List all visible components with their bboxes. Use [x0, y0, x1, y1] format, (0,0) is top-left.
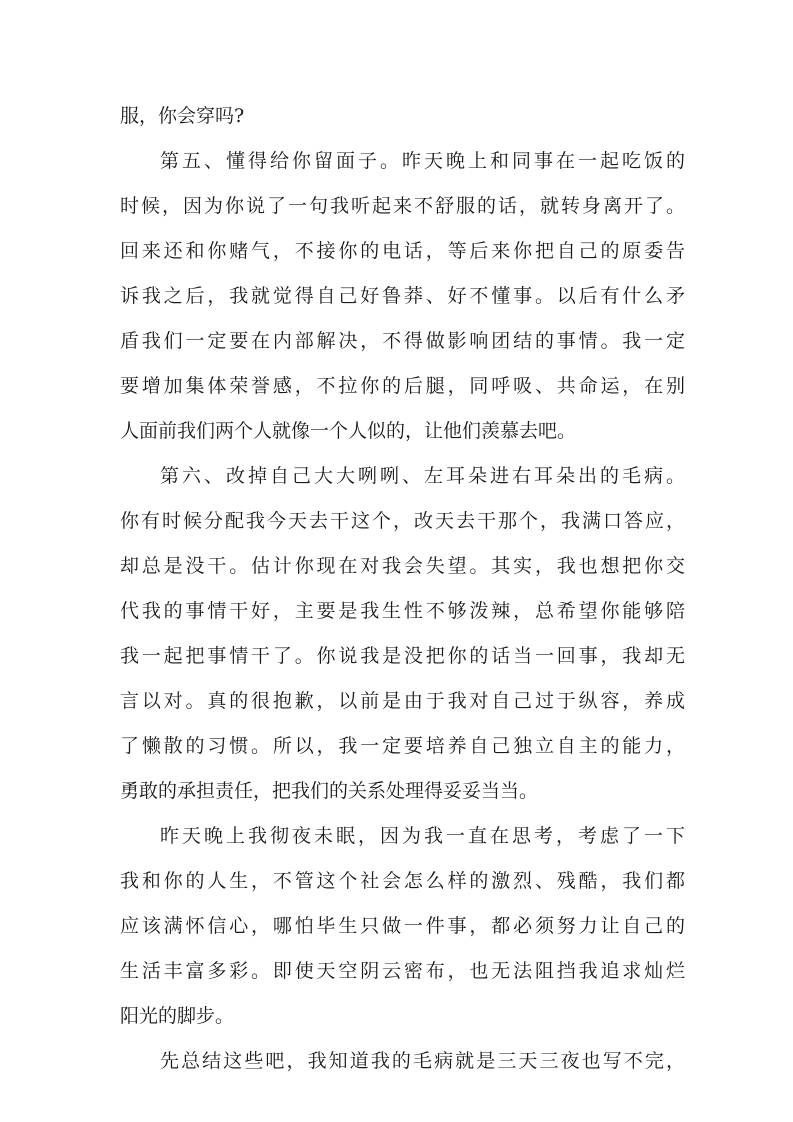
text-line: 先总结这些吧，我知道我的毛病就是三天三夜也写不完， [160, 1050, 685, 1072]
text-line: 我一起把事情干了。你说我是没把你的话当一回事，我却无 [120, 645, 685, 667]
text-line: 时候，因为你说了一句我听起来不舒服的话，就转身离开了。 [120, 195, 685, 217]
text-line: 回来还和你赌气，不接你的电话，等后来你把自己的原委告 [120, 240, 685, 262]
text-line: 代我的事情干好，主要是我生性不够泼辣，总希望你能够陪 [120, 600, 685, 622]
text-line: 应该满怀信心，哪怕毕生只做一件事，都必须努力让自己的 [120, 915, 685, 937]
text-line: 诉我之后，我就觉得自己好鲁莽、好不懂事。以后有什么矛 [120, 285, 685, 307]
text-line: 服，你会穿吗? [120, 105, 245, 127]
text-line: 却总是没干。估计你现在对我会失望。其实，我也想把你交 [120, 555, 685, 577]
text-line: 第六、改掉自己大大咧咧、左耳朵进右耳朵出的毛病。 [160, 465, 685, 487]
text-line: 人面前我们两个人就像一个人似的，让他们羡慕去吧。 [120, 420, 577, 442]
text-line: 勇敢的承担责任，把我们的关系处理得妥妥当当。 [120, 780, 539, 802]
text-line: 第五、懂得给你留面子。昨天晚上和同事在一起吃饭的 [160, 150, 685, 172]
text-line: 阳光的脚步。 [120, 1005, 235, 1027]
text-line: 生活丰富多彩。即使天空阴云密布，也无法阻挡我追求灿烂 [120, 960, 685, 982]
text-line: 要增加集体荣誉感，不拉你的后腿，同呼吸、共命运，在别 [120, 375, 685, 397]
text-line: 你有时候分配我今天去干这个，改天去干那个，我满口答应， [120, 510, 685, 532]
text-line: 昨天晚上我彻夜未眠，因为我一直在思考，考虑了一下 [160, 825, 685, 847]
text-line: 盾我们一定要在内部解决，不得做影响团结的事情。我一定 [120, 330, 685, 352]
document-page [120, 94, 685, 1084]
text-line: 了懒散的习惯。所以，我一定要培养自己独立自主的能力， [120, 735, 685, 757]
text-line: 言以对。真的很抱歉，以前是由于我对自己过于纵容，养成 [120, 690, 685, 712]
text-line: 我和你的人生，不管这个社会怎么样的激烈、残酷，我们都 [120, 870, 685, 892]
